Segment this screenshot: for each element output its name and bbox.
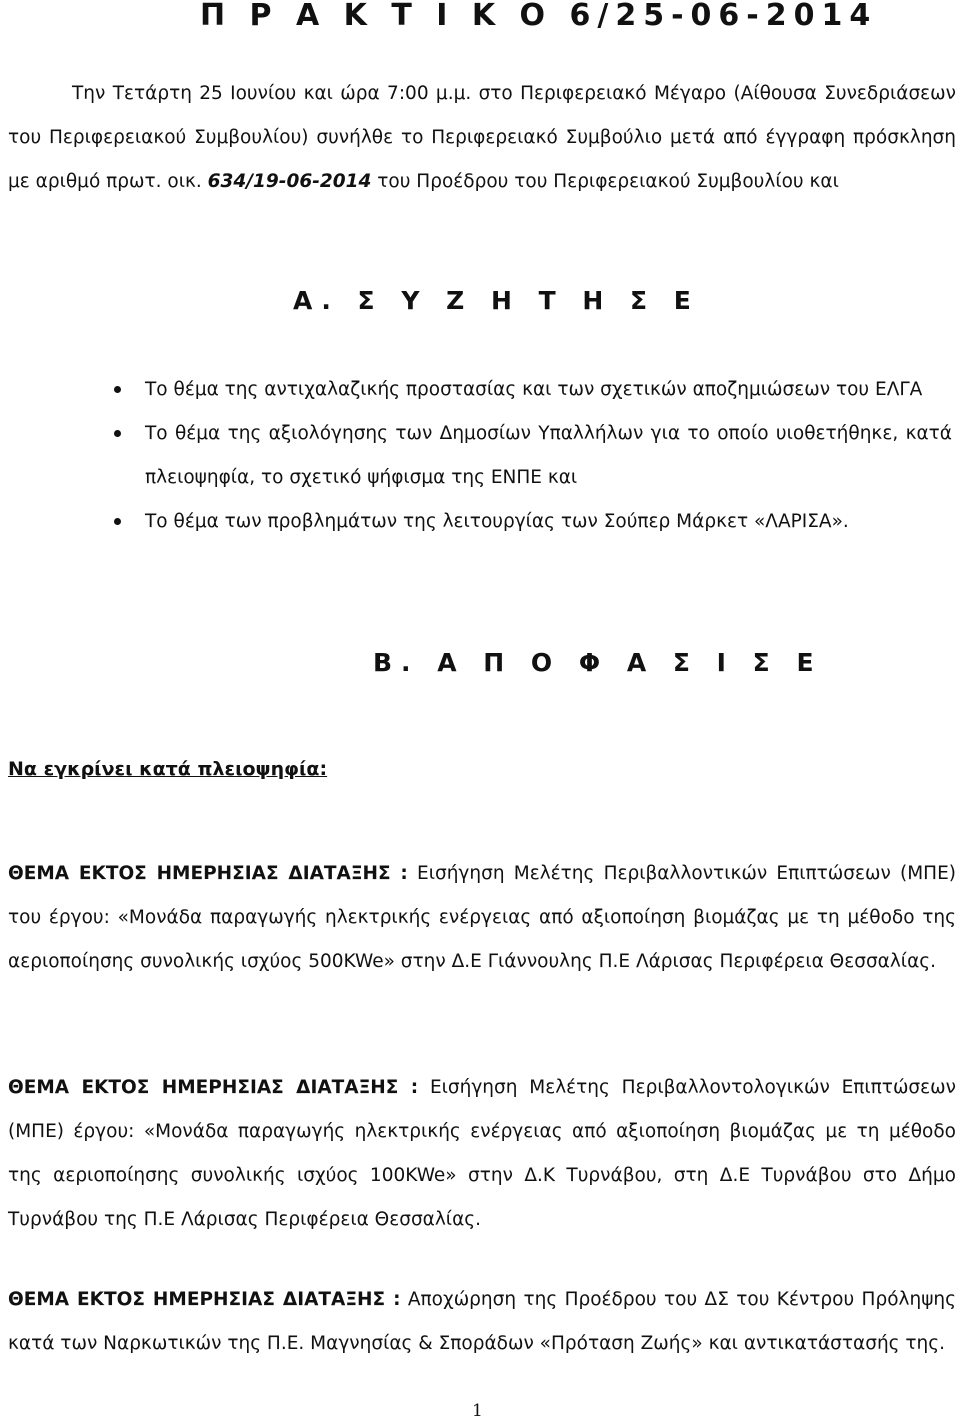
agenda-topic: [8, 1278, 956, 1366]
agenda-topic-label: ΘΕΜΑ ΕΚΤΟΣ ΗΜΕΡΗΣΙΑΣ ΔΙΑΤΑΞΗΣ :: [8, 1077, 419, 1098]
agenda-topic-label: ΘΕΜΑ ΕΚΤΟΣ ΗΜΕΡΗΣΙΑΣ ΔΙΑΤΑΞΗΣ :: [8, 863, 408, 884]
agenda-topic: [8, 1066, 956, 1242]
bullet-icon: [114, 430, 121, 437]
list-item-text: Το θέμα της αντιχαλαζικής προστασίας και των σχετικών αποζημιώσεων του ΕΛΓΑ: [145, 379, 923, 400]
list-item: [0, 500, 960, 544]
agenda-topic-text: Εισήγηση Μελέτης Περιβαλλοντικών Επιπτώσεων (ΜΠΕ) του έργου: «Μονάδα παραγωγής ηλεκτρικής ενέργειας από αξιοποίηση βιομάζας με τη μέθοδο της αεριοποίησης συνολικής ισχύος 500KWe» στην Δ.Ε Γιάννουλης Π.Ε Λάρισας Περιφέρεια Θεσσαλίας.: [8, 863, 956, 972]
agenda-topic-text: Αποχώρηση της Προέδρου του ΔΣ του Κέντρου Πρόληψης κατά των Ναρκωτικών της Π.Ε. Μαγνησίας & Σποράδων «Πρόταση Ζωής» και αντικατάστασής της.: [8, 1289, 956, 1354]
document-title: Π Ρ Α Κ Τ Ι Κ Ο 6/25-06-2014: [200, 0, 878, 33]
page-number: 1: [472, 1401, 483, 1421]
list-item-text: Το θέμα της αξιολόγησης των Δημοσίων Υπαλλήλων για το οποίο υιοθετήθηκε, κατά πλειοψηφία, το σχετικό ψήφισμα της ΕΝΠΕ και: [145, 423, 952, 488]
intro-text-before: Την Τετάρτη 25 Ιουνίου και ώρα 7:00 μ.μ. στο Περιφερειακό Μέγαρο (Αίθουσα Συνεδριάσεων του Περιφερειακού Συμβουλίου) συνήλθε το Περιφερειακό Συμβούλιο μετά από έγγραφη πρόσκληση με αριθμό πρωτ. οικ.: [8, 83, 956, 192]
decision-subheading: Να εγκρίνει κατά πλειοψηφία:: [8, 758, 328, 780]
intro-text-after: του Προέδρου του Περιφερειακού Συμβουλίου και: [371, 171, 839, 192]
discussion-list: [0, 368, 960, 544]
section-b-heading: Β. Α Π Ο Φ Α Σ Ι Σ Ε: [373, 648, 823, 677]
intro-paragraph: [8, 72, 956, 204]
invitation-reference: 634/19-06-2014: [207, 171, 372, 192]
bullet-icon: [114, 386, 121, 393]
agenda-topic: [8, 852, 956, 984]
agenda-topic-text: Εισήγηση Μελέτης Περιβαλλοντολογικών Επιπτώσεων (ΜΠΕ) έργου: «Μονάδα παραγωγής ηλεκτρικής ενέργειας από αξιοποίηση βιομάζας με τη μέθοδο της αεριοποίησης συνολικής ισχύος 100KWe» στην Δ.Κ Τυρνάβου, στη Δ.Ε Τυρνάβου στο Δήμο Τυρνάβου της Π.Ε Λάρισας Περιφέρεια Θεσσαλίας.: [8, 1077, 956, 1230]
list-item-text: Το θέμα των προβλημάτων της λειτουργίας των Σούπερ Μάρκετ «ΛΑΡΙΣΑ».: [145, 511, 849, 532]
agenda-topic-label: ΘΕΜΑ ΕΚΤΟΣ ΗΜΕΡΗΣΙΑΣ ΔΙΑΤΑΞΗΣ :: [8, 1289, 401, 1310]
bullet-icon: [114, 518, 121, 525]
list-item: [0, 368, 960, 412]
section-a-heading: Α. Σ Υ Ζ Η Τ Η Σ Ε: [293, 286, 700, 315]
list-item: [0, 412, 960, 500]
